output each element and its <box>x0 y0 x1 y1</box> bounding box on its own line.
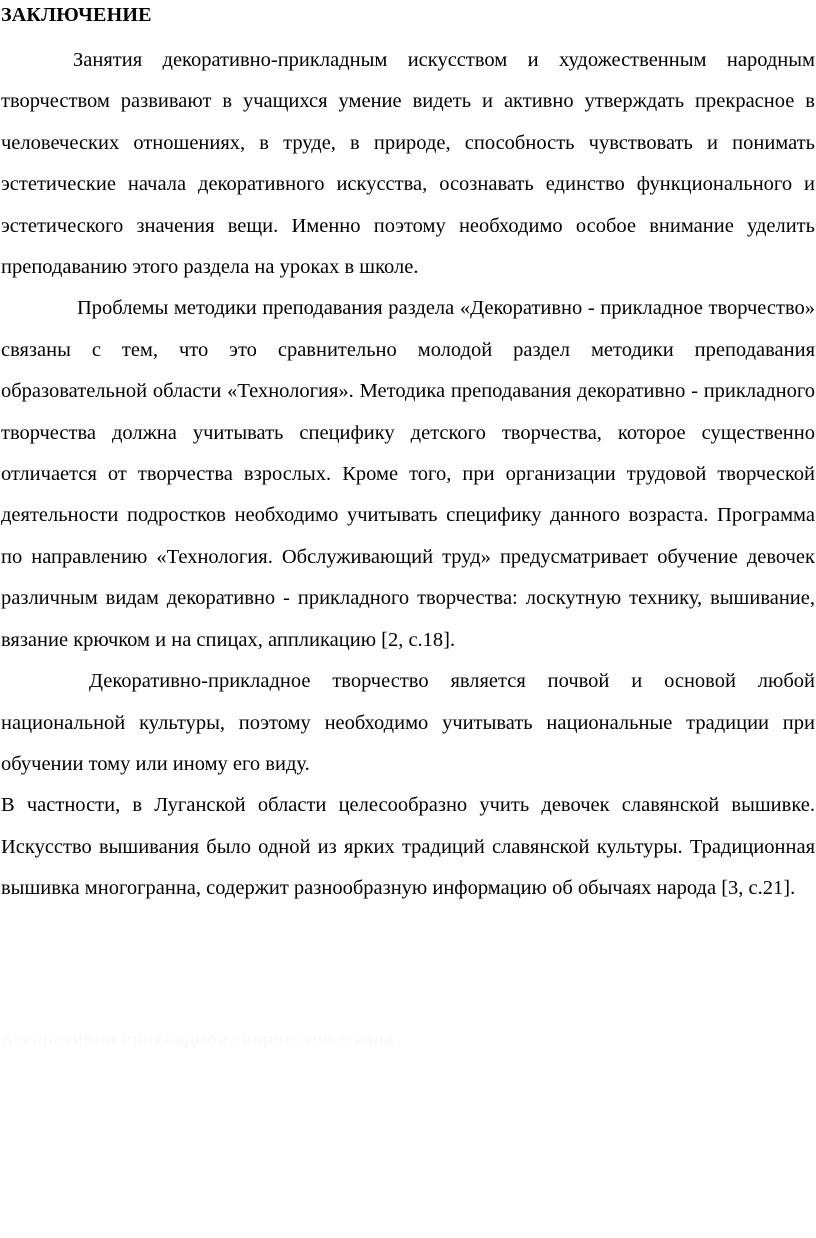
document-body <box>1 40 815 910</box>
watermark-text: декоративно прикладное творчество школа <box>2 1030 395 1049</box>
document-heading: ЗАКЛЮЧЕНИЕ <box>1 4 152 26</box>
paragraph-2: Проблемы методики преподавания раздела «Декоративно - прикладное творчество» связаны с тем, что это сравнительно молодой раздел методики преподавания образовательной области «Технология». Методика преподавания декоративно - прикладного творчества должна учитывать специфику детского творчества, которое существенно отличается от творчества взрослых. Кроме того, при организации трудовой творческой деятельности подростков необходимо учитывать специфику данного возраста. Программа по направлению «Технология. Обслуживающий труд» предусматривает обучение девочек различным видам декоративно - прикладного творчества: лоскутную технику, вышивание, вязание крючком и на спицах, аппликацию [2, с.18]. <box>1 297 815 651</box>
paragraph-1: Занятия декоративно-прикладным искусством и художественным народным творчеством развивают в учащихся умение видеть и активно утверждать прекрасное в человеческих отношениях, в труде, в природе, способность чувствовать и понимать эстетические начала декоративного искусства, осознавать единство функционального и эстетического значения вещи. Именно поэтому необходимо особое внимание уделить преподаванию этого раздела на уроках в школе. <box>1 49 815 279</box>
paragraph-4: В частности, в Луганской области целесообразно учить девочек славянской вышивке. Искусство вышивания было одной из ярких традиций славянской культуры. Традиционная вышивка многогранна, содержит разнообразную информацию об обычаях народа [3, с.21]. <box>1 794 815 900</box>
paragraph-3: Декоративно-прикладное творчество является почвой и основой любой национальной культуры, поэтому необходимо учитывать национальные традиции при обучении тому или иному его виду. <box>1 670 815 775</box>
